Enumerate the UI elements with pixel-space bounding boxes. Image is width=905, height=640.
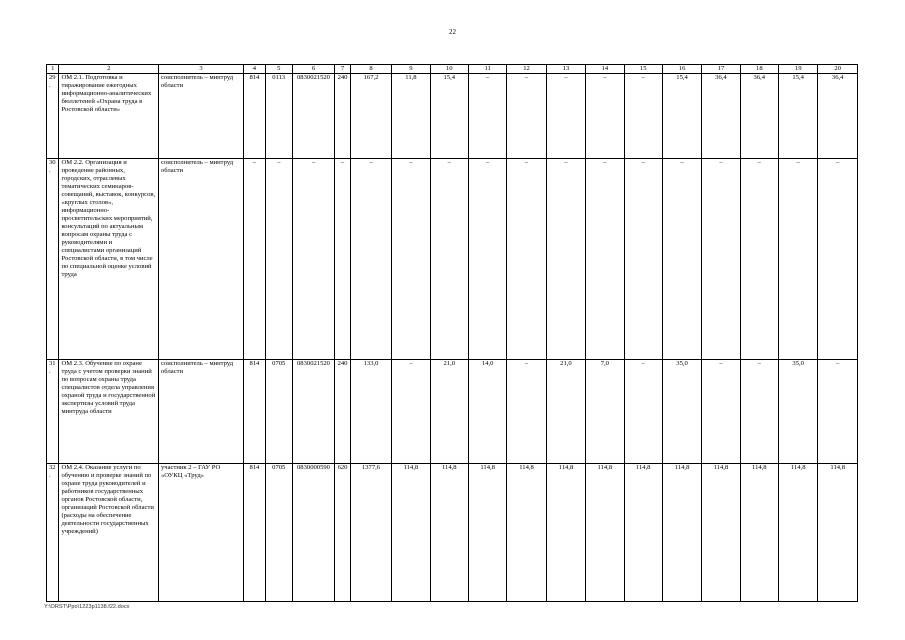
column-number: 14: [586, 65, 624, 74]
table-row: [47, 464, 858, 602]
value-cell: –: [507, 74, 546, 159]
value-cell: –: [702, 159, 740, 360]
value-cell: –: [392, 159, 430, 360]
value-cell: –: [624, 360, 662, 464]
table-row: [47, 159, 858, 360]
value-cell: 0705: [265, 360, 292, 464]
executor: участник 2 – ГАУ РО «ОУКЦ «Труд»: [158, 464, 243, 602]
value-cell: 240: [335, 360, 351, 464]
value-cell: 814: [244, 74, 266, 159]
value-cell: 15,4: [662, 74, 701, 159]
value-cell: –: [624, 74, 662, 159]
column-number: 6: [292, 65, 335, 74]
value-cell: –: [779, 159, 818, 360]
value-cell: 114,8: [468, 464, 506, 602]
column-number: 10: [430, 65, 468, 74]
value-cell: –: [468, 159, 506, 360]
value-cell: 240: [335, 74, 351, 159]
value-cell: 167,2: [350, 74, 391, 159]
value-cell: 133,0: [350, 360, 391, 464]
value-cell: 11,8: [392, 74, 430, 159]
value-cell: 114,8: [392, 464, 430, 602]
column-number: 18: [740, 65, 778, 74]
value-cell: –: [546, 159, 585, 360]
value-cell: 114,8: [740, 464, 778, 602]
value-cell: –: [586, 74, 624, 159]
row-number: 32.: [47, 464, 59, 602]
value-cell: –: [244, 159, 266, 360]
value-cell: 36,4: [818, 74, 858, 159]
value-cell: 14,0: [468, 360, 506, 464]
row-number: 30.: [47, 159, 59, 360]
measure-name: ОМ 2.2. Организация и проведение районных, городских, отраслевых тематических семинаров-совещаний, выставок, конкурсов, «круглых столов», информационно-просветительских мероприятий, консультаций по актуальным вопросам охраны труда с руководителями и специалистами организаций Ростовской области, в том числе по специальной оценке условий труда: [59, 159, 159, 360]
column-number: 15: [624, 65, 662, 74]
value-cell: 114,8: [662, 464, 701, 602]
table-row: [47, 360, 858, 464]
value-cell: 114,8: [546, 464, 585, 602]
budget-table: [46, 64, 858, 602]
column-number: 8: [350, 65, 391, 74]
page-number: 22: [449, 28, 456, 36]
value-cell: –: [624, 159, 662, 360]
column-number: 2: [59, 65, 159, 74]
column-number: 20: [818, 65, 858, 74]
column-number: 19: [779, 65, 818, 74]
value-cell: –: [507, 360, 546, 464]
value-cell: 35,0: [662, 360, 701, 464]
value-cell: –: [507, 159, 546, 360]
value-cell: 620: [335, 464, 351, 602]
value-cell: –: [468, 74, 506, 159]
value-cell: 0705: [265, 464, 292, 602]
value-cell: 36,4: [740, 74, 778, 159]
value-cell: –: [350, 159, 391, 360]
row-number: 29.: [47, 74, 59, 159]
measure-name: ОМ 2.3. Обучение по охране труда с учетом проверки знаний по вопросам охраны труда специалистов отдела управления охраной труда и государственной экспертизы условий труда минтруда области: [59, 360, 159, 464]
value-cell: 7,0: [586, 360, 624, 464]
value-cell: 35,0: [779, 360, 818, 464]
value-cell: –: [662, 159, 701, 360]
column-number-row: [47, 65, 858, 74]
column-number: 13: [546, 65, 585, 74]
value-cell: 21,0: [430, 360, 468, 464]
executor: соисполнитель – минтруд области: [158, 74, 243, 159]
value-cell: 814: [244, 464, 266, 602]
value-cell: –: [265, 159, 292, 360]
value-cell: –: [818, 159, 858, 360]
value-cell: –: [740, 159, 778, 360]
column-number: 7: [335, 65, 351, 74]
value-cell: 114,8: [624, 464, 662, 602]
value-cell: –: [740, 360, 778, 464]
value-cell: 114,8: [430, 464, 468, 602]
row-number: 31.: [47, 360, 59, 464]
measure-name: ОМ 2.1. Подготовка и тиражирование ежегодных информационно-аналитических бюллетеней «Охрана труда в Ростовской области»: [59, 74, 159, 159]
value-cell: 0113: [265, 74, 292, 159]
value-cell: 0830021520: [292, 360, 335, 464]
value-cell: –: [292, 159, 335, 360]
value-cell: 114,8: [507, 464, 546, 602]
column-number: 1: [47, 65, 59, 74]
value-cell: 21,0: [546, 360, 585, 464]
value-cell: –: [818, 360, 858, 464]
value-cell: 114,8: [818, 464, 858, 602]
column-number: 4: [244, 65, 266, 74]
value-cell: 15,4: [779, 74, 818, 159]
value-cell: 114,8: [779, 464, 818, 602]
value-cell: 15,4: [430, 74, 468, 159]
column-number: 3: [158, 65, 243, 74]
value-cell: –: [392, 360, 430, 464]
measure-name: ОМ 2.4. Оказание услуги по обучению и проверке знаний по охране труда руководителей и работников государственных органов Ростовской области, организаций Ростовской области (расходы на обеспечение деятельности государственных учреждений): [59, 464, 159, 602]
value-cell: 0830000590: [292, 464, 335, 602]
table-row: [47, 74, 858, 159]
value-cell: –: [586, 159, 624, 360]
column-number: 11: [468, 65, 506, 74]
value-cell: –: [430, 159, 468, 360]
column-number: 9: [392, 65, 430, 74]
column-number: 12: [507, 65, 546, 74]
value-cell: 36,4: [702, 74, 740, 159]
column-number: 5: [265, 65, 292, 74]
value-cell: 114,8: [586, 464, 624, 602]
column-number: 16: [662, 65, 701, 74]
value-cell: 0830021520: [292, 74, 335, 159]
value-cell: –: [702, 360, 740, 464]
executor: соисполнитель – минтруд области: [158, 360, 243, 464]
file-path: Y:\ORST\Ppo\1223p1138.f22.docx: [44, 604, 130, 610]
value-cell: 1377,6: [350, 464, 391, 602]
value-cell: 114,8: [702, 464, 740, 602]
value-cell: 814: [244, 360, 266, 464]
value-cell: –: [335, 159, 351, 360]
column-number: 17: [702, 65, 740, 74]
value-cell: –: [546, 74, 585, 159]
executor: соисполнитель – минтруд области: [158, 159, 243, 360]
